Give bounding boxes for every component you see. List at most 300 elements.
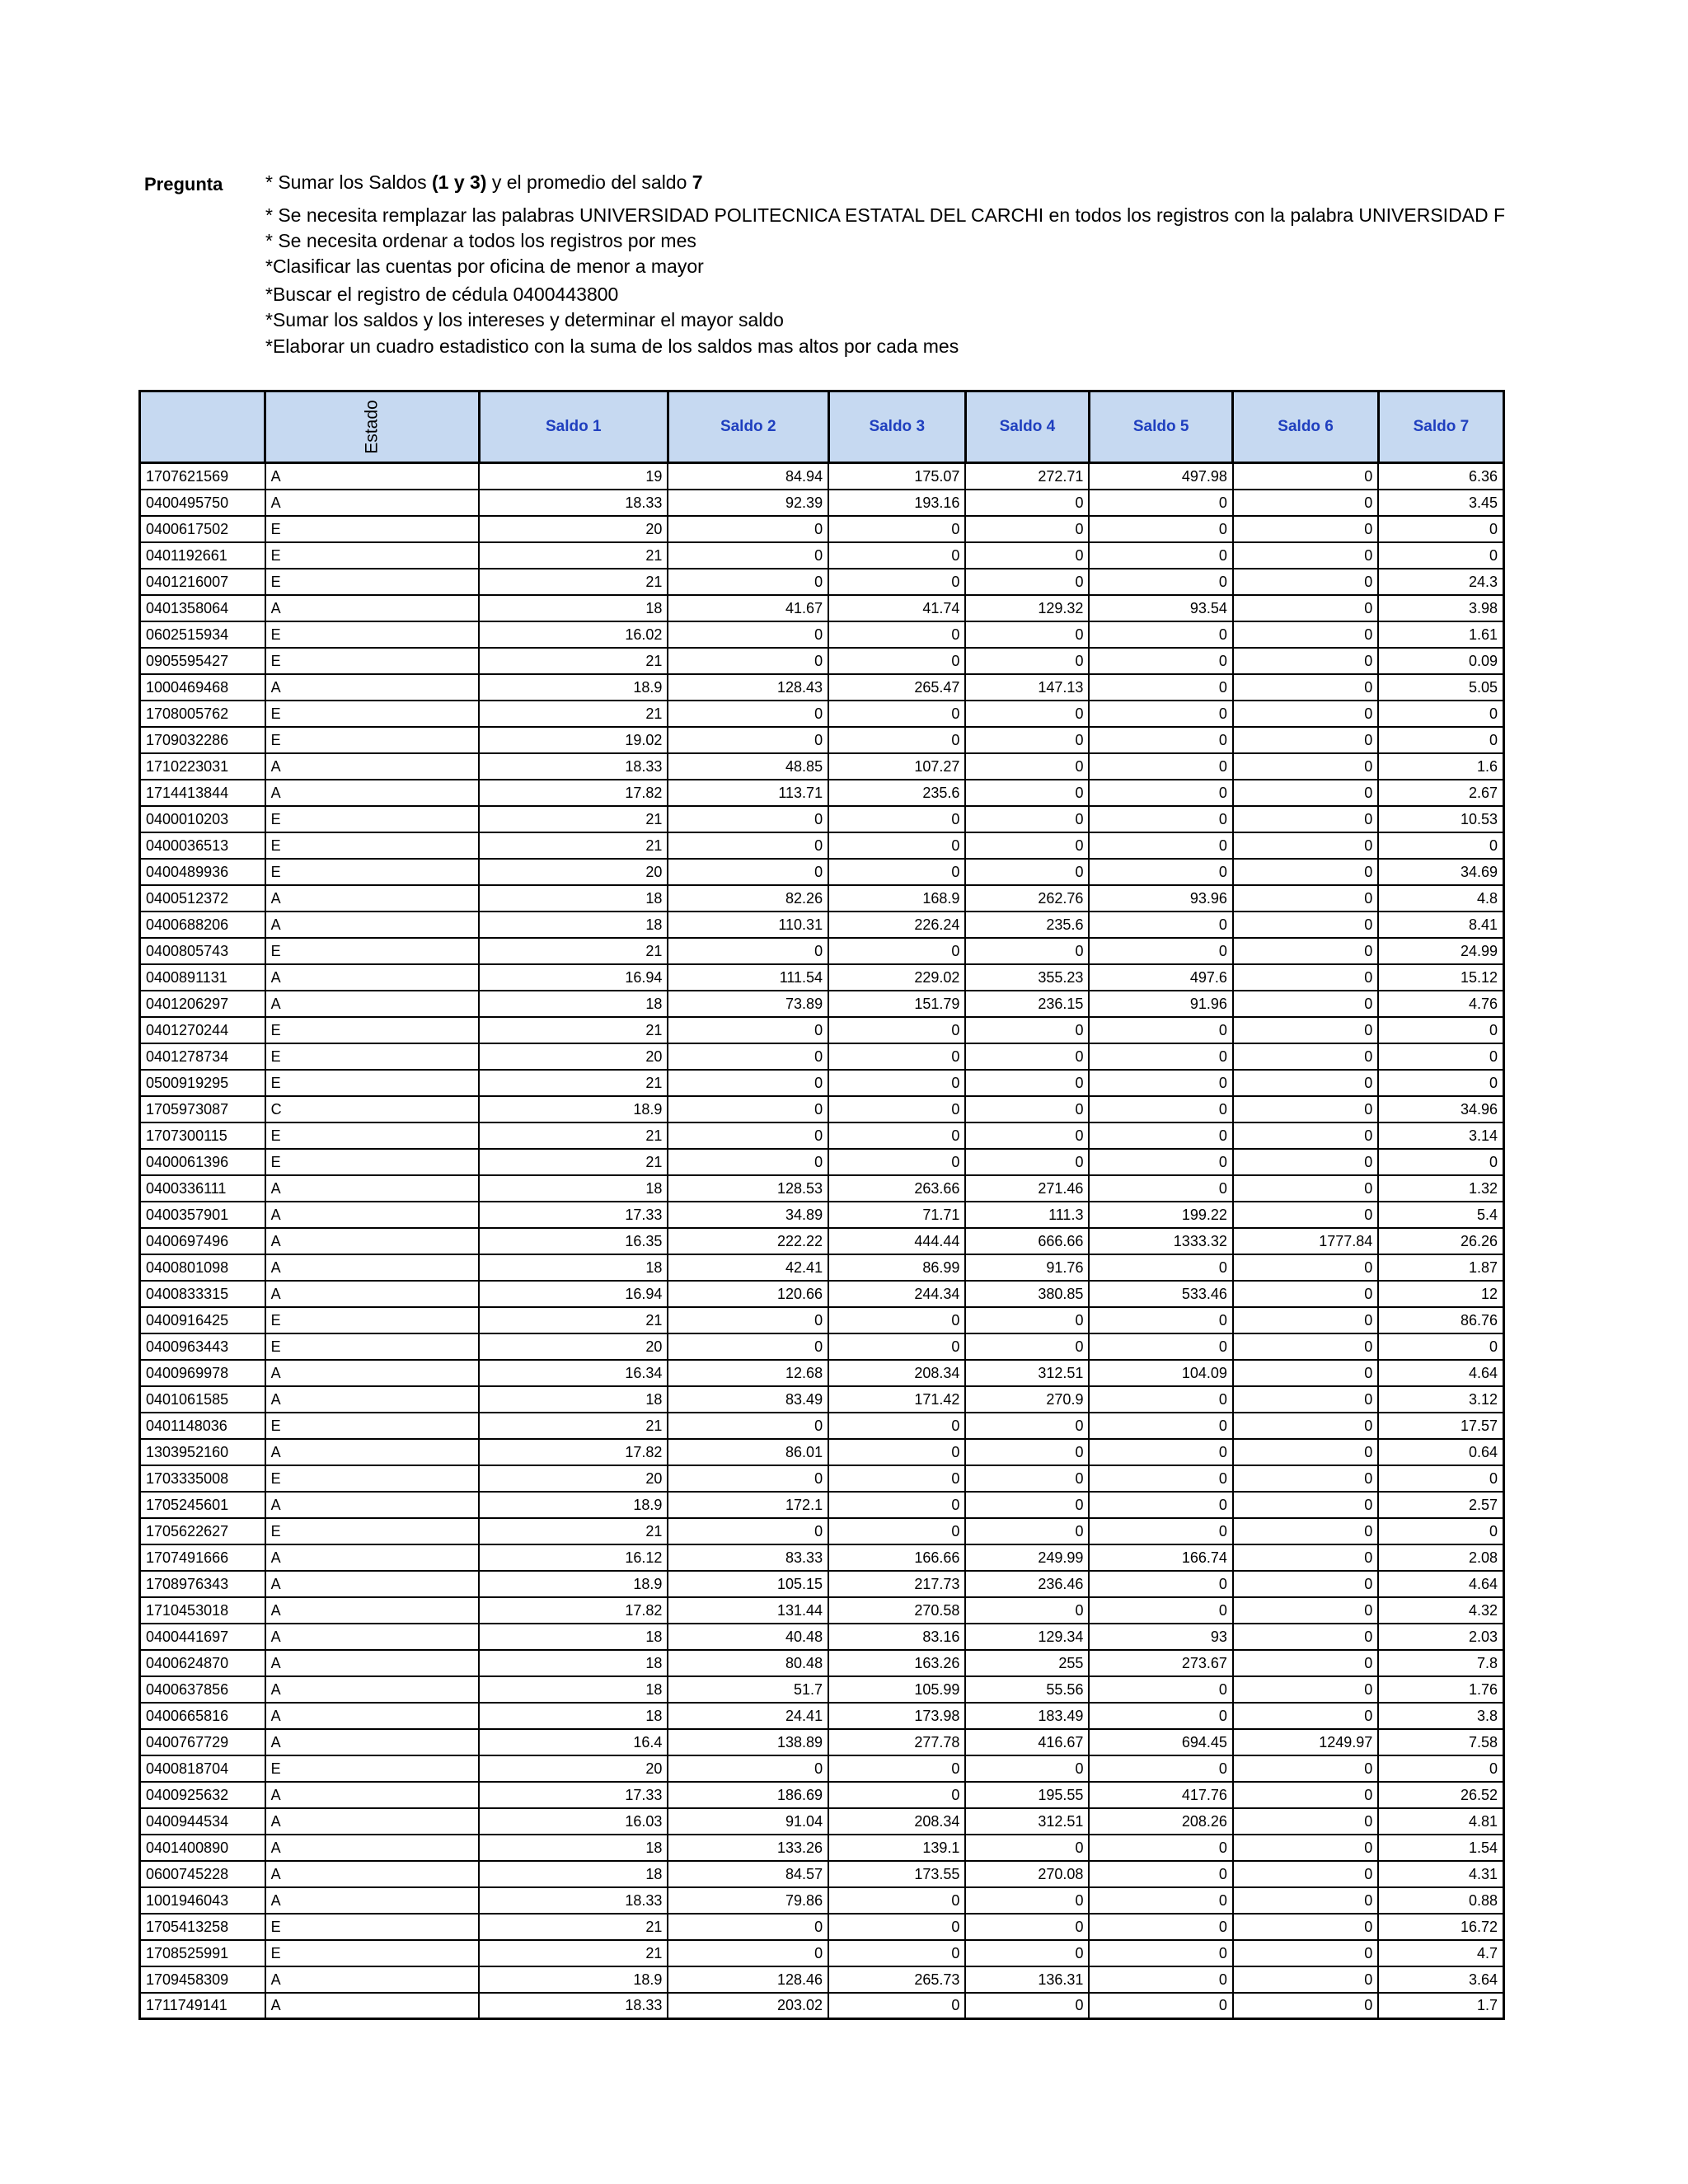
header-saldo-3: Saldo 3: [828, 391, 965, 463]
cell-saldo-6: 0: [1233, 701, 1378, 727]
cell-saldo-6: 0: [1233, 1755, 1378, 1782]
cell-saldo-4: 0: [965, 1096, 1089, 1122]
cell-saldo-6: 0: [1233, 1281, 1378, 1307]
cell-saldo-1: 20: [479, 1333, 668, 1360]
cell-saldo-3: 217.73: [828, 1571, 965, 1597]
cell-saldo-5: 208.26: [1089, 1808, 1232, 1835]
cell-saldo-4: 0: [965, 569, 1089, 595]
cell-saldo-7: 3.98: [1378, 595, 1503, 621]
cell-saldo-5: 0: [1089, 912, 1232, 938]
cell-saldo-6: 0: [1233, 1887, 1378, 1914]
cell-saldo-5: 0: [1089, 1861, 1232, 1887]
cell-cedula: 1705413258: [140, 1914, 265, 1940]
table-row: [140, 912, 1504, 938]
cell-saldo-4: 271.46: [965, 1175, 1089, 1202]
header-estado: Estado: [265, 391, 480, 463]
cell-estado: E: [265, 1755, 480, 1782]
cell-saldo-5: 93.54: [1089, 595, 1232, 621]
cell-saldo-7: 2.67: [1378, 780, 1503, 806]
cell-cedula: 0400963443: [140, 1333, 265, 1360]
table-row: [140, 991, 1504, 1017]
cell-estado: A: [265, 1703, 480, 1729]
cell-saldo-7: 1.6: [1378, 753, 1503, 780]
cell-saldo-4: 0: [965, 1122, 1089, 1149]
cell-saldo-6: 0: [1233, 780, 1378, 806]
cell-saldo-2: 138.89: [668, 1729, 828, 1755]
table-row: [140, 1307, 1504, 1333]
table-row: [140, 1861, 1504, 1887]
cell-saldo-7: 10.53: [1378, 806, 1503, 832]
cell-cedula: 1714413844: [140, 780, 265, 806]
cell-saldo-3: 0: [828, 1439, 965, 1465]
cell-saldo-6: 0: [1233, 1307, 1378, 1333]
cell-estado: A: [265, 463, 480, 490]
cell-saldo-5: 104.09: [1089, 1360, 1232, 1386]
cell-saldo-1: 21: [479, 701, 668, 727]
cell-saldo-5: 0: [1089, 1149, 1232, 1175]
cell-saldo-6: 0: [1233, 938, 1378, 964]
cell-cedula: 1705622627: [140, 1518, 265, 1544]
cell-saldo-6: 0: [1233, 542, 1378, 569]
cell-saldo-1: 21: [479, 1307, 668, 1333]
cell-saldo-1: 17.33: [479, 1782, 668, 1808]
cell-saldo-3: 277.78: [828, 1729, 965, 1755]
cell-saldo-1: 18.9: [479, 674, 668, 701]
cell-saldo-4: 0: [965, 1887, 1089, 1914]
cell-cedula: 0400441697: [140, 1624, 265, 1650]
cell-saldo-3: 270.58: [828, 1597, 965, 1624]
cell-saldo-6: 0: [1233, 912, 1378, 938]
cell-saldo-2: 128.53: [668, 1175, 828, 1202]
cell-saldo-7: 0: [1378, 832, 1503, 859]
cell-saldo-4: 0: [965, 1518, 1089, 1544]
cell-saldo-5: 694.45: [1089, 1729, 1232, 1755]
cell-estado: E: [265, 859, 480, 885]
cell-saldo-3: 0: [828, 1782, 965, 1808]
cell-estado: A: [265, 1808, 480, 1835]
cell-saldo-7: 4.76: [1378, 991, 1503, 1017]
cell-saldo-7: 0: [1378, 1149, 1503, 1175]
cell-saldo-6: 0: [1233, 1650, 1378, 1676]
table-row: [140, 1571, 1504, 1597]
table-row: [140, 1465, 1504, 1492]
cell-estado: A: [265, 753, 480, 780]
cell-saldo-1: 21: [479, 1070, 668, 1096]
cell-saldo-3: 83.16: [828, 1624, 965, 1650]
cell-saldo-2: 0: [668, 832, 828, 859]
cell-saldo-2: 203.02: [668, 1993, 828, 2019]
cell-cedula: 0400489936: [140, 859, 265, 885]
cell-saldo-4: 0: [965, 859, 1089, 885]
cell-estado: E: [265, 1465, 480, 1492]
cell-saldo-5: 0: [1089, 1492, 1232, 1518]
header-saldo-1: Saldo 1: [479, 391, 668, 463]
cell-estado: A: [265, 595, 480, 621]
cell-saldo-4: 0: [965, 621, 1089, 648]
cell-saldo-1: 18.33: [479, 1887, 668, 1914]
cell-saldo-1: 21: [479, 1017, 668, 1043]
cell-saldo-6: 0: [1233, 1571, 1378, 1597]
cell-saldo-3: 166.66: [828, 1544, 965, 1571]
cell-saldo-6: 0: [1233, 964, 1378, 991]
cell-saldo-3: 244.34: [828, 1281, 965, 1307]
cell-cedula: 0400357901: [140, 1202, 265, 1228]
cell-saldo-7: 2.03: [1378, 1624, 1503, 1650]
cell-saldo-7: 4.81: [1378, 1808, 1503, 1835]
cell-saldo-2: 113.71: [668, 780, 828, 806]
cell-saldo-6: 0: [1233, 595, 1378, 621]
cell-saldo-7: 1.7: [1378, 1993, 1503, 2019]
cell-saldo-1: 18.9: [479, 1492, 668, 1518]
table-row: [140, 1966, 1504, 1993]
cell-cedula: 1710453018: [140, 1597, 265, 1624]
cell-cedula: 0400916425: [140, 1307, 265, 1333]
cell-saldo-5: 0: [1089, 1043, 1232, 1070]
cell-saldo-4: 0: [965, 1940, 1089, 1966]
question-label: Pregunta: [144, 174, 223, 194]
table-row: [140, 832, 1504, 859]
cell-saldo-7: 3.12: [1378, 1386, 1503, 1413]
cell-saldo-3: 0: [828, 1043, 965, 1070]
table-row: [140, 1360, 1504, 1386]
table-row: [140, 1650, 1504, 1676]
cell-saldo-6: 0: [1233, 648, 1378, 674]
cell-cedula: 1707621569: [140, 463, 265, 490]
cell-estado: E: [265, 1017, 480, 1043]
table-row: [140, 1729, 1504, 1755]
header-row: [140, 391, 1504, 463]
cell-saldo-5: 0: [1089, 1676, 1232, 1703]
cell-saldo-3: 0: [828, 648, 965, 674]
cell-saldo-1: 18: [479, 991, 668, 1017]
cell-saldo-1: 18.9: [479, 1966, 668, 1993]
cell-cedula: 0401278734: [140, 1043, 265, 1070]
cell-saldo-6: 0: [1233, 1835, 1378, 1861]
cell-estado: A: [265, 1966, 480, 1993]
cell-saldo-5: 0: [1089, 516, 1232, 542]
cell-saldo-4: 0: [965, 1017, 1089, 1043]
cell-estado: A: [265, 1202, 480, 1228]
table-row: [140, 806, 1504, 832]
cell-saldo-1: 18: [479, 912, 668, 938]
cell-saldo-6: 0: [1233, 1175, 1378, 1202]
cell-saldo-7: 0.09: [1378, 648, 1503, 674]
cell-estado: A: [265, 1360, 480, 1386]
cell-estado: A: [265, 1571, 480, 1597]
cell-saldo-3: 171.42: [828, 1386, 965, 1413]
cell-saldo-3: 139.1: [828, 1835, 965, 1861]
cell-saldo-7: 0.88: [1378, 1887, 1503, 1914]
cell-saldo-4: 0: [965, 1149, 1089, 1175]
cell-saldo-7: 4.8: [1378, 885, 1503, 912]
cell-saldo-4: 0: [965, 1835, 1089, 1861]
cell-saldo-4: 270.9: [965, 1386, 1089, 1413]
cell-saldo-2: 48.85: [668, 753, 828, 780]
cell-saldo-4: 0: [965, 1333, 1089, 1360]
cell-saldo-7: 1.87: [1378, 1254, 1503, 1281]
cell-saldo-6: 1777.84: [1233, 1228, 1378, 1254]
cell-cedula: 1708005762: [140, 701, 265, 727]
cell-cedula: 0400925632: [140, 1782, 265, 1808]
table-row: [140, 463, 1504, 490]
cell-saldo-4: 272.71: [965, 463, 1089, 490]
table-row: [140, 1676, 1504, 1703]
table-row: [140, 621, 1504, 648]
cell-saldo-4: 0: [965, 806, 1089, 832]
cell-saldo-2: 0: [668, 542, 828, 569]
cell-saldo-4: 129.34: [965, 1624, 1089, 1650]
cell-saldo-3: 0: [828, 938, 965, 964]
cell-saldo-7: 0: [1378, 516, 1503, 542]
cell-saldo-6: 0: [1233, 1122, 1378, 1149]
table-row: [140, 701, 1504, 727]
cell-saldo-7: 4.31: [1378, 1861, 1503, 1887]
cell-saldo-2: 0: [668, 1149, 828, 1175]
cell-saldo-3: 208.34: [828, 1360, 965, 1386]
cell-saldo-4: 195.55: [965, 1782, 1089, 1808]
cell-saldo-3: 0: [828, 1755, 965, 1782]
cell-saldo-6: 0: [1233, 727, 1378, 753]
table-row: [140, 885, 1504, 912]
cell-cedula: 0600745228: [140, 1861, 265, 1887]
cell-saldo-2: 82.26: [668, 885, 828, 912]
cell-saldo-2: 111.54: [668, 964, 828, 991]
cell-saldo-3: 263.66: [828, 1175, 965, 1202]
cell-saldo-7: 0: [1378, 542, 1503, 569]
cell-saldo-3: 0: [828, 727, 965, 753]
cell-estado: A: [265, 1254, 480, 1281]
cell-saldo-5: 0: [1089, 648, 1232, 674]
cell-saldo-5: 93: [1089, 1624, 1232, 1650]
cell-saldo-5: 0: [1089, 832, 1232, 859]
cell-saldo-2: 0: [668, 1940, 828, 1966]
cell-cedula: 1703335008: [140, 1465, 265, 1492]
cell-cedula: 0400801098: [140, 1254, 265, 1281]
cell-saldo-4: 0: [965, 938, 1089, 964]
table-row: [140, 753, 1504, 780]
table-row: [140, 1439, 1504, 1465]
cell-saldo-2: 0: [668, 938, 828, 964]
cell-saldo-6: 0: [1233, 1492, 1378, 1518]
cell-saldo-5: 0: [1089, 1413, 1232, 1439]
cell-saldo-2: 73.89: [668, 991, 828, 1017]
cell-saldo-1: 16.94: [479, 1281, 668, 1307]
cell-saldo-7: 0: [1378, 701, 1503, 727]
cell-saldo-1: 21: [479, 1914, 668, 1940]
cell-saldo-2: 83.33: [668, 1544, 828, 1571]
cell-estado: E: [265, 648, 480, 674]
cell-saldo-7: 17.57: [1378, 1413, 1503, 1439]
cell-saldo-5: 0: [1089, 621, 1232, 648]
cell-saldo-5: 0: [1089, 1386, 1232, 1413]
cell-saldo-5: 0: [1089, 1017, 1232, 1043]
table-row: [140, 1096, 1504, 1122]
table-row: [140, 964, 1504, 991]
cell-saldo-2: 0: [668, 621, 828, 648]
cell-saldo-1: 21: [479, 1149, 668, 1175]
cell-saldo-2: 0: [668, 1755, 828, 1782]
cell-cedula: 1707300115: [140, 1122, 265, 1149]
cell-estado: E: [265, 1914, 480, 1940]
cell-cedula: 0401061585: [140, 1386, 265, 1413]
cell-cedula: 0400767729: [140, 1729, 265, 1755]
table-row: [140, 1043, 1504, 1070]
cell-saldo-6: 0: [1233, 463, 1378, 490]
cell-saldo-3: 71.71: [828, 1202, 965, 1228]
cell-saldo-1: 19.02: [479, 727, 668, 753]
cell-saldo-5: 0: [1089, 1465, 1232, 1492]
cell-saldo-5: 0: [1089, 1914, 1232, 1940]
cell-saldo-7: 0: [1378, 727, 1503, 753]
cell-saldo-6: 0: [1233, 674, 1378, 701]
cell-saldo-6: 0: [1233, 1544, 1378, 1571]
cell-estado: E: [265, 1070, 480, 1096]
cell-saldo-4: 235.6: [965, 912, 1089, 938]
cell-saldo-6: 0: [1233, 1624, 1378, 1650]
cell-saldo-5: 0: [1089, 1254, 1232, 1281]
cell-saldo-5: 0: [1089, 806, 1232, 832]
cell-saldo-7: 7.8: [1378, 1650, 1503, 1676]
cell-estado: A: [265, 1887, 480, 1914]
cell-saldo-1: 17.33: [479, 1202, 668, 1228]
cell-saldo-6: 0: [1233, 1597, 1378, 1624]
table-row: [140, 569, 1504, 595]
cell-estado: A: [265, 1544, 480, 1571]
cell-estado: A: [265, 1492, 480, 1518]
cell-cedula: 0400697496: [140, 1228, 265, 1254]
cell-saldo-6: 0: [1233, 490, 1378, 516]
cell-saldo-6: 0: [1233, 1386, 1378, 1413]
cell-saldo-7: 4.7: [1378, 1940, 1503, 1966]
cell-saldo-6: 0: [1233, 1413, 1378, 1439]
cell-saldo-4: 0: [965, 542, 1089, 569]
table-row: [140, 1413, 1504, 1439]
cell-cedula: 0400010203: [140, 806, 265, 832]
cell-saldo-5: 0: [1089, 1518, 1232, 1544]
cell-saldo-4: 666.66: [965, 1228, 1089, 1254]
cell-saldo-7: 4.64: [1378, 1360, 1503, 1386]
cell-saldo-3: 235.6: [828, 780, 965, 806]
cell-saldo-2: 0: [668, 1465, 828, 1492]
cell-estado: E: [265, 1122, 480, 1149]
cell-saldo-3: 0: [828, 1887, 965, 1914]
cell-saldo-4: 355.23: [965, 964, 1089, 991]
cell-saldo-7: 2.08: [1378, 1544, 1503, 1571]
cell-saldo-1: 21: [479, 1122, 668, 1149]
cell-saldo-1: 18.33: [479, 753, 668, 780]
cell-saldo-7: 12: [1378, 1281, 1503, 1307]
cell-saldo-4: 0: [965, 1492, 1089, 1518]
cell-saldo-7: 0: [1378, 1755, 1503, 1782]
cell-saldo-2: 12.68: [668, 1360, 828, 1386]
question-line-7: *Elaborar un cuadro estadistico con la suma de los saldos mas altos por cada mes: [265, 335, 959, 357]
cell-estado: A: [265, 1281, 480, 1307]
cell-saldo-2: 41.67: [668, 595, 828, 621]
cell-saldo-5: 0: [1089, 859, 1232, 885]
cell-saldo-7: 0.64: [1378, 1439, 1503, 1465]
cell-saldo-7: 3.8: [1378, 1703, 1503, 1729]
cell-saldo-7: 8.41: [1378, 912, 1503, 938]
table-row: [140, 1492, 1504, 1518]
cell-saldo-3: 0: [828, 806, 965, 832]
cell-saldo-3: 86.99: [828, 1254, 965, 1281]
cell-saldo-2: 80.48: [668, 1650, 828, 1676]
table-row: [140, 1544, 1504, 1571]
cell-saldo-1: 18: [479, 1835, 668, 1861]
cell-saldo-4: 0: [965, 1413, 1089, 1439]
cell-saldo-6: 0: [1233, 1703, 1378, 1729]
table-row: [140, 1914, 1504, 1940]
cell-saldo-7: 0: [1378, 1465, 1503, 1492]
cell-saldo-4: 0: [965, 1755, 1089, 1782]
cell-cedula: 0400336111: [140, 1175, 265, 1202]
cell-estado: A: [265, 490, 480, 516]
cell-saldo-5: 0: [1089, 1571, 1232, 1597]
cell-saldo-6: 0: [1233, 1966, 1378, 1993]
cell-estado: A: [265, 1782, 480, 1808]
cell-saldo-7: 5.05: [1378, 674, 1503, 701]
cell-saldo-5: 497.6: [1089, 964, 1232, 991]
cell-saldo-3: 193.16: [828, 490, 965, 516]
cell-saldo-6: 0: [1233, 1043, 1378, 1070]
cell-saldo-5: 0: [1089, 1887, 1232, 1914]
cell-saldo-1: 16.94: [479, 964, 668, 991]
cell-saldo-2: 0: [668, 1413, 828, 1439]
cell-saldo-3: 0: [828, 1149, 965, 1175]
cell-saldo-4: 0: [965, 1043, 1089, 1070]
cell-saldo-1: 21: [479, 542, 668, 569]
cell-saldo-1: 17.82: [479, 1439, 668, 1465]
cell-saldo-2: 0: [668, 1096, 828, 1122]
cell-saldo-1: 21: [479, 1940, 668, 1966]
cell-saldo-6: 0: [1233, 1096, 1378, 1122]
cell-saldo-7: 26.26: [1378, 1228, 1503, 1254]
cell-saldo-6: 0: [1233, 1914, 1378, 1940]
cell-saldo-4: 0: [965, 1307, 1089, 1333]
cell-estado: E: [265, 727, 480, 753]
cell-saldo-4: 255: [965, 1650, 1089, 1676]
cell-saldo-1: 20: [479, 516, 668, 542]
cell-saldo-7: 1.32: [1378, 1175, 1503, 1202]
table-row: [140, 1254, 1504, 1281]
cell-saldo-4: 262.76: [965, 885, 1089, 912]
cell-saldo-5: 0: [1089, 1835, 1232, 1861]
cell-saldo-2: 133.26: [668, 1835, 828, 1861]
cell-saldo-7: 15.12: [1378, 964, 1503, 991]
cell-saldo-3: 0: [828, 569, 965, 595]
table-row: [140, 490, 1504, 516]
table-row: [140, 516, 1504, 542]
table-row: [140, 1835, 1504, 1861]
cell-saldo-2: 84.94: [668, 463, 828, 490]
cell-cedula: 0400061396: [140, 1149, 265, 1175]
cell-cedula: 0401206297: [140, 991, 265, 1017]
table-row: [140, 1386, 1504, 1413]
cell-cedula: 1705245601: [140, 1492, 265, 1518]
cell-saldo-2: 83.49: [668, 1386, 828, 1413]
cell-estado: E: [265, 1043, 480, 1070]
table-row: [140, 1281, 1504, 1307]
cell-cedula: 1708525991: [140, 1940, 265, 1966]
cell-cedula: 0500919295: [140, 1070, 265, 1096]
cell-saldo-6: 0: [1233, 1360, 1378, 1386]
cell-cedula: 1711749141: [140, 1993, 265, 2019]
cell-saldo-2: 172.1: [668, 1492, 828, 1518]
cell-saldo-3: 0: [828, 832, 965, 859]
cell-saldo-2: 0: [668, 1070, 828, 1096]
cell-saldo-7: 3.64: [1378, 1966, 1503, 1993]
cell-saldo-4: 0: [965, 753, 1089, 780]
